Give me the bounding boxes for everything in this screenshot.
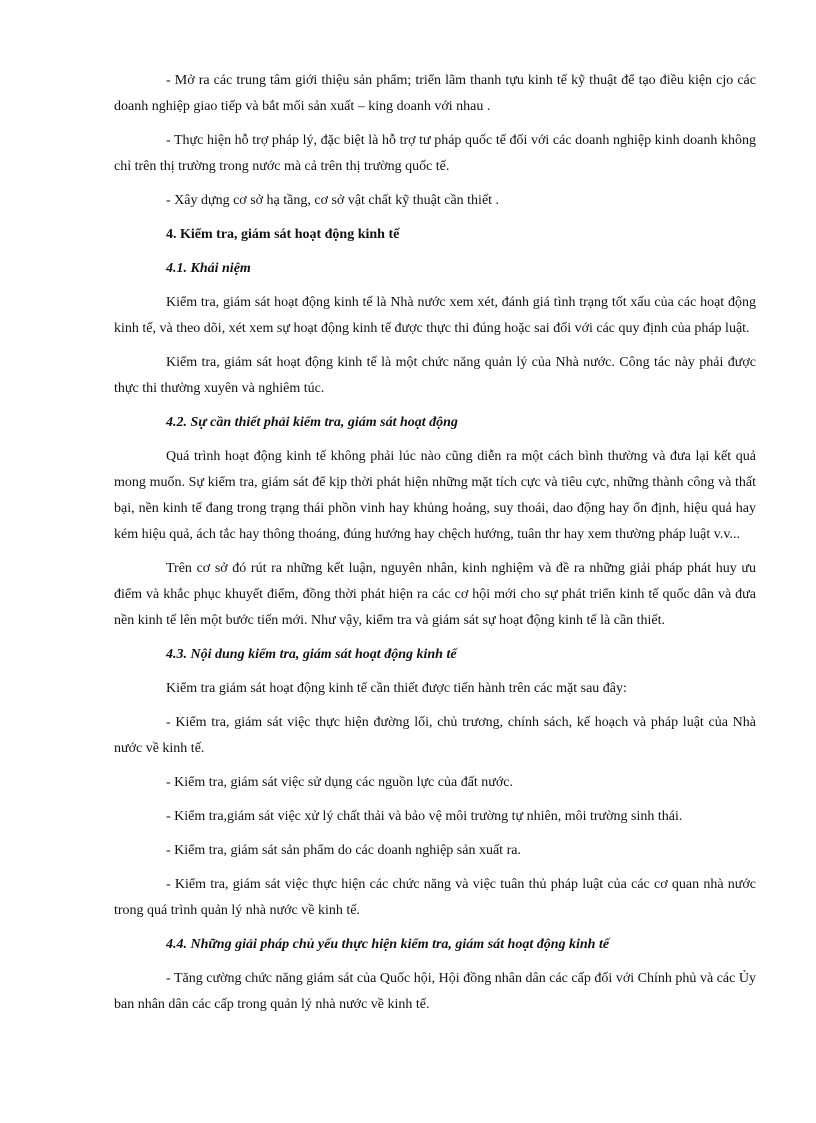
list-item-products: - Kiểm tra, giám sát sản phẩm do các doanh nghiệp sản xuất ra. [166,843,521,858]
paragraph-infrastructure: - Xây dựng cơ sở hạ tầng, cơ sở vật chất kỹ thuật cần thiết . [166,193,500,208]
list-item-environment: - Kiểm tra,giám sát việc xử lý chất thải và bảo vệ môi trường tự nhiên, môi trường sinh thái. [166,809,683,824]
paragraph-concept-function: Kiểm tra, giám sát hoạt động kinh tế là một chức năng quản lý của Nhà nước. Công tác này phải được thực thi thường xuyên và nghiêm túc. [114,355,756,396]
subheading-concept: 4.1. Khái niệm [166,261,251,276]
list-item-resources: - Kiểm tra, giám sát việc sử dụng các nguồn lực của đất nước. [166,775,513,790]
paragraph-solutions-assembly: - Tăng cường chức năng giám sát của Quốc hội, Hội đồng nhân dân các cấp đối với Chính phủ và các Ủy ban nhân dân các cấp trong quản lý nhà nước về kinh tế. [114,971,756,1012]
subheading-necessity: 4.2. Sự cần thiết phải kiểm tra, giám sát hoạt động [166,415,458,430]
subheading-content: 4.3. Nội dung kiểm tra, giám sát hoạt động kinh tế [166,647,457,662]
paragraph-legal-support: - Thực hiện hỗ trợ pháp lý, đặc biệt là hỗ trợ tư pháp quốc tế đối với các doanh nghiệp kinh doanh không chỉ trên thị trường trong nước mà cả trên thị trường quốc tế. [114,133,756,174]
list-item-policy: - Kiểm tra, giám sát việc thực hiện đường lối, chủ trương, chính sách, kế hoạch và pháp luật của Nhà nước về kinh tế. [114,715,756,756]
paragraph-product-centers: - Mở ra các trung tâm giới thiệu sản phẩm; triển lãm thanh tựu kinh tế kỹ thuật để tạo điều kiện cjo các doanh nghiệp giao tiếp và bắt mối sản xuất – king doanh với nhau . [114,73,756,114]
paragraph-concept-definition: Kiểm tra, giám sát hoạt động kinh tế là Nhà nước xem xét, đánh giá tình trạng tốt xấu của các hoạt động kinh tế, và theo dõi, xét xem sự hoạt động kinh tế được thực thi đúng hoặc sai đối với các quy định của pháp luật. [114,295,756,336]
subheading-solutions: 4.4. Những giải pháp chủ yếu thực hiện kiểm tra, giám sát hoạt động kinh tế [166,937,610,952]
document-body [114,68,756,1026]
paragraph-necessity-conclusion: Trên cơ sở đó rút ra những kết luận, nguyên nhân, kinh nghiệm và đề ra những giải pháp phát huy ưu điểm và khắc phục khuyết điểm, đồng thời phát hiện ra các cơ hội mới cho sự phát triển kinh tế quốc dân và đưa nền kinh tế lên một bước tiến mới. Như vậy, kiểm tra và giám sát sự hoạt động kinh tế là cần thiết. [114,561,756,628]
paragraph-content-intro: Kiểm tra giám sát hoạt động kinh tế cần thiết được tiến hành trên các mặt sau đây: [166,681,627,696]
section-heading-inspection: 4. Kiểm tra, giám sát hoạt động kinh tế [166,227,400,242]
list-item-state-agencies: - Kiểm tra, giám sát việc thực hiện các chức năng và việc tuân thủ pháp luật của các cơ quan nhà nước trong quá trình quản lý nhà nước về kinh tế. [114,877,756,918]
paragraph-necessity-process: Quá trình hoạt động kinh tế không phải lúc nào cũng diễn ra một cách bình thường và đưa lại kết quả mong muốn. Sự kiểm tra, giám sát để kịp thời phát hiện những mặt tích cực và tiêu cực, những thành công và thất bại, nền kinh tế đang trong trạng thái phồn vinh hay khủng hoảng, suy thoái, dao động hay ổn định, hiệu quả hay kém hiệu quả, ách tắc hay thông thoáng, đúng hướng hay chệch hướng, tuân thr hay xem thường pháp luật v.v... [114,449,756,542]
